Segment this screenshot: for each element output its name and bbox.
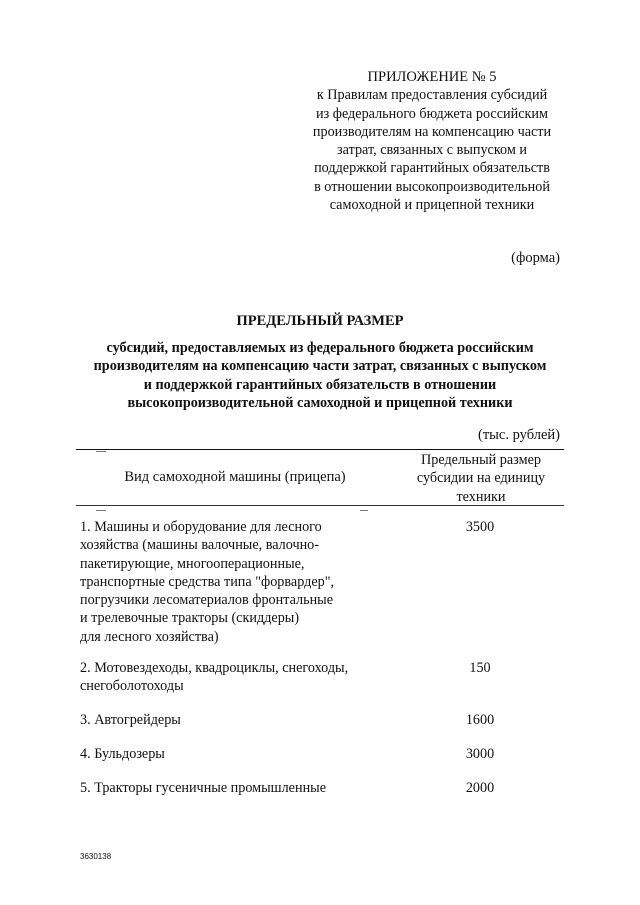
- column-header-line: техники: [456, 488, 506, 505]
- document-code: 3630138: [80, 852, 112, 861]
- row-subsidy-value: 3000: [465, 746, 495, 762]
- row-name-line: пакетирующие, многооперационные,: [80, 555, 305, 572]
- row-name-line: снегоболотоходы: [80, 678, 184, 695]
- column-header-line: субсидии на единицу: [416, 470, 546, 487]
- table-tick-mark: [96, 451, 106, 452]
- table-top-rule: [76, 449, 564, 450]
- appendix-line: из федерального бюджета российским: [316, 105, 548, 122]
- row-machine-name: [80, 779, 386, 797]
- row-name-line: транспортные средства типа "форвардер",: [80, 573, 335, 590]
- row-name-line: хозяйства (машины валочные, валочно-: [80, 537, 319, 554]
- subtitle-line: субсидий, предоставляемых из федерального бюджета российским: [106, 340, 534, 356]
- appendix-line: поддержкой гарантийных обязательств: [314, 160, 550, 177]
- appendix-line: самоходной и прицепной техники: [329, 197, 535, 214]
- subtitle-line: и поддержкой гарантийных обязательств в отношении: [143, 376, 497, 393]
- column-header-line: Предельный размер: [421, 452, 541, 468]
- row-subsidy-value: 150: [469, 660, 491, 676]
- row-machine-name: [80, 518, 386, 646]
- column-header-machine-type: Вид самоходной машины (прицепа): [124, 469, 346, 485]
- table-tick-mark: [96, 510, 106, 511]
- subtitle-line: высокопроизводительной самоходной и прицепной техники: [127, 394, 513, 411]
- appendix-block: [300, 68, 564, 214]
- row-name-line: 5. Тракторы гусеничные промышленные: [80, 780, 326, 796]
- row-name-line: 3. Автогрейдеры: [80, 712, 181, 728]
- document-subtitle: [75, 339, 565, 412]
- appendix-heading: ПРИЛОЖЕНИЕ № 5: [367, 69, 497, 85]
- row-name-line: 4. Бульдозеры: [80, 746, 165, 762]
- subtitle-line: производителям на компенсацию части затрат, связанных с выпуском: [93, 358, 547, 375]
- appendix-line: производителям на компенсацию части: [312, 123, 552, 140]
- row-name-line: для лесного хозяйства): [80, 628, 219, 645]
- row-machine-name: [80, 659, 386, 696]
- row-subsidy-value: 2000: [465, 780, 495, 796]
- appendix-line: к Правилам предоставления субсидий: [316, 87, 548, 104]
- appendix-line: в отношении высокопроизводительной: [314, 178, 550, 195]
- row-name-line: и трелевочные тракторы (скиддеры): [80, 610, 300, 627]
- row-subsidy-value: 1600: [465, 712, 495, 728]
- row-machine-name: [80, 745, 386, 763]
- units-label: (тыс. рублей): [478, 427, 560, 443]
- row-name-line: 1. Машины и оборудование для лесного: [80, 519, 322, 535]
- document-title: ПРЕДЕЛЬНЫЙ РАЗМЕР: [236, 313, 404, 329]
- table-tick-mark: [360, 510, 368, 511]
- row-name-line: 2. Мотовездеходы, квадроциклы, снегоходы,: [80, 660, 349, 676]
- row-name-line: погрузчики лесоматериалов фронтальные: [80, 592, 334, 609]
- row-machine-name: [80, 711, 386, 729]
- column-header-subsidy-limit: [386, 451, 576, 506]
- appendix-line: затрат, связанных с выпуском и: [337, 142, 527, 159]
- form-label: (форма): [511, 250, 560, 266]
- row-subsidy-value: 3500: [465, 519, 495, 535]
